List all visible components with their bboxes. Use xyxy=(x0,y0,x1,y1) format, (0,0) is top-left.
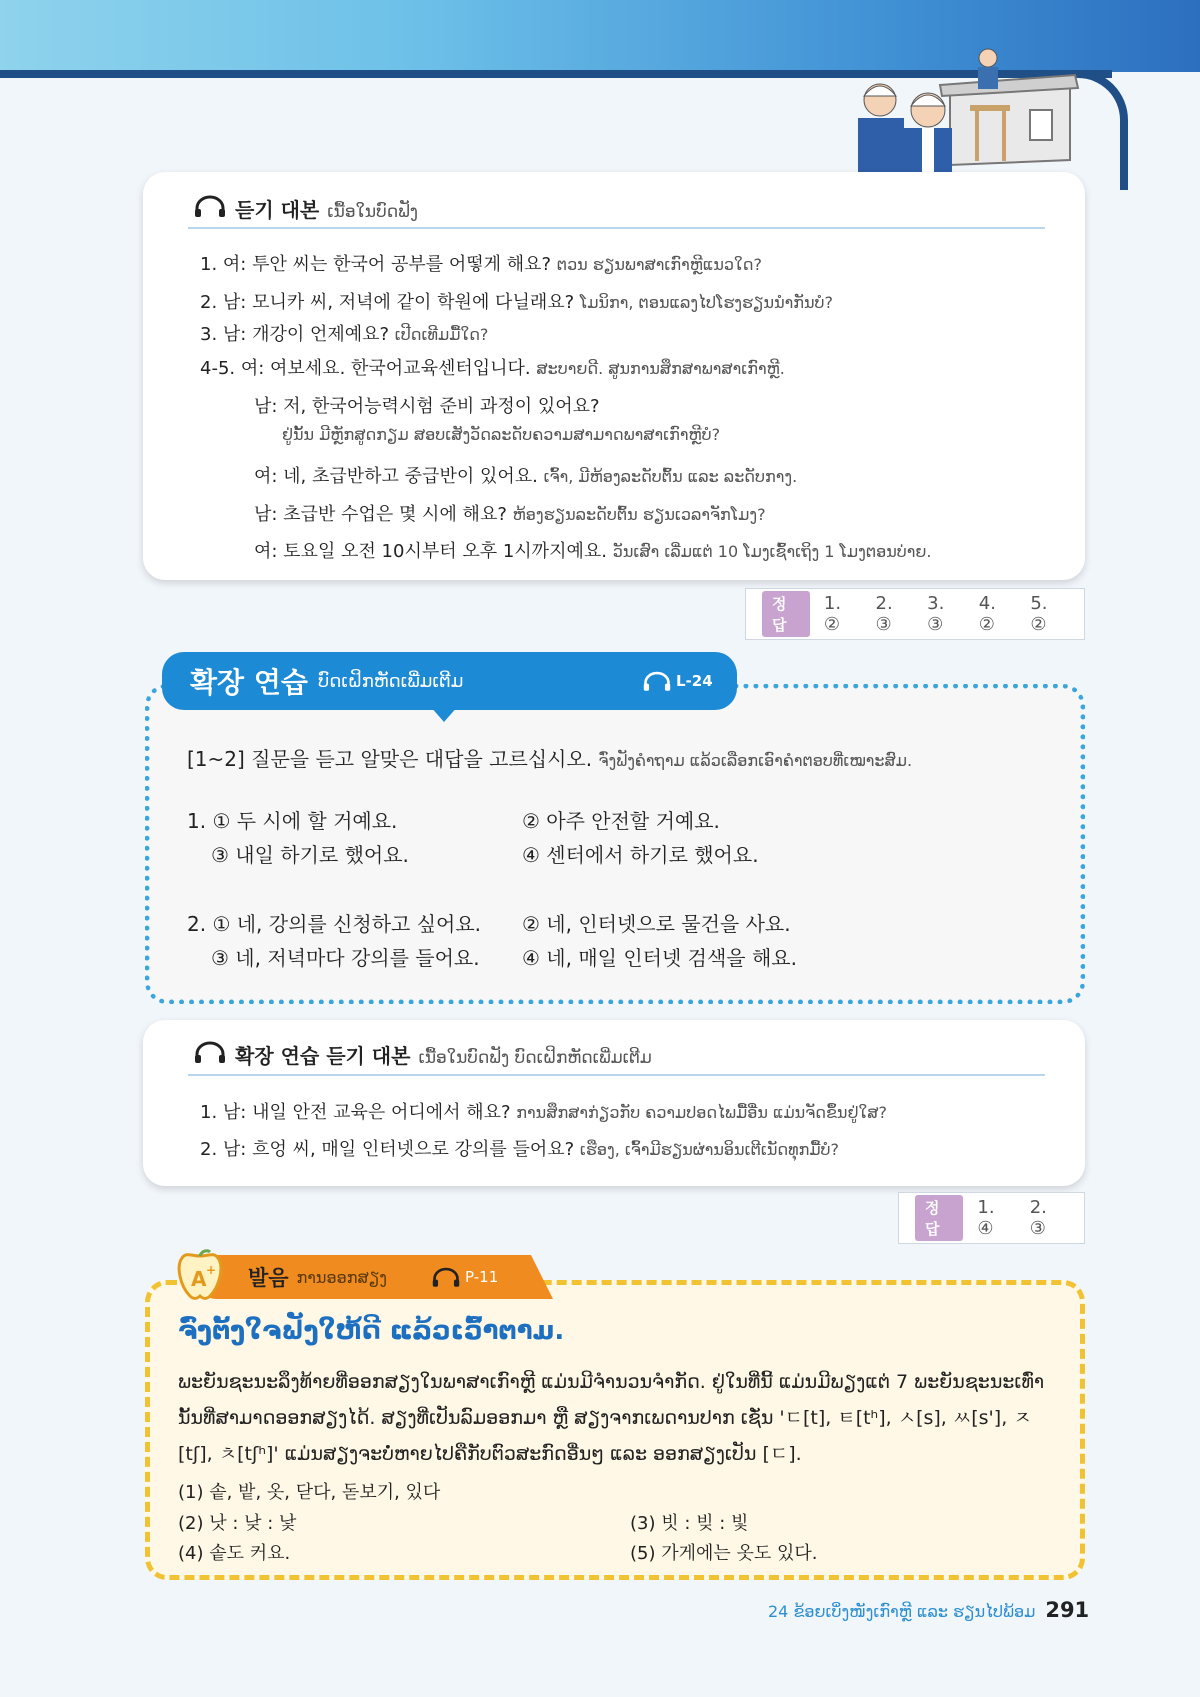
listening-script-title: 듣기 대본 xyxy=(235,198,320,222)
script1-line-7: 여: 네, 초급반하고 중급반이 있어요. ເຈົ້າ, ມີຫ້ອງລະດັບຕົ້ນ ແລະ ລະດັບກາງ. xyxy=(254,466,798,487)
workers-illustration xyxy=(840,30,1080,180)
answer-key-1 xyxy=(745,588,1085,640)
page-footer xyxy=(768,1598,1089,1622)
script2-line-2: 2. 남: 흐엉 씨, 매일 인터넷으로 강의를 들어요? ເຮືອງ, ເຈົ້າມີຮຽນຜ່ານອິນເຕີເນັດທຸກມື້ບໍ? xyxy=(200,1139,840,1160)
headphones-icon xyxy=(642,671,672,691)
answer-item: 1. ② xyxy=(823,593,842,635)
q2-option-3: ③ 네, 저녁마다 강의를 들어요. xyxy=(211,946,480,970)
pronunciation-item-2: (2) 낫 : 낮 : 낯 xyxy=(178,1513,297,1534)
headphones-icon xyxy=(193,1041,227,1063)
divider xyxy=(188,1074,1045,1076)
divider xyxy=(188,227,1045,229)
tab-tail xyxy=(531,1255,553,1299)
answer-tag: 정답 xyxy=(762,591,810,637)
script1-line-1: 1. 여: 투안 씨는 한국어 공부를 어떻게 해요? ຕວນ ຮຽນພາສາເກົາຫຼີແນວໃດ? xyxy=(200,254,762,275)
answer-item: 1. ④ xyxy=(977,1197,995,1239)
script1-line-6: ຢູ່ນັ້ນ ມີຫຼັກສູດກຽມ ສອບເສັງວັດລະດັບຄວາມສາມາດພາສາເກົາຫຼີບໍ? xyxy=(282,425,721,444)
audio-code: L-24 xyxy=(642,671,713,691)
answer-item: 2. ③ xyxy=(1029,1197,1047,1239)
answer-item: 2. ③ xyxy=(875,593,893,635)
pronunciation-heading: ຈົ່ງຕັ້ງໃຈຟັງໃຫ້ດີ ແລ້ວເວົ້າຕາມ. xyxy=(178,1316,565,1346)
chapter-title: 24 ຂ້ອຍເບິ່ງໜັງເກົາຫຼີ ແລະ ຮຽນໄປພ້ອມ xyxy=(768,1602,1036,1621)
pronunciation-item-1: (1) 솥, 밭, 옷, 닫다, 돋보기, 있다 xyxy=(178,1482,441,1503)
script1-line-2: 2. 남: 모니카 씨, 저녁에 같이 학원에 다닐래요? ໂມນິກາ, ຕອນແລງໄປໂຮງຮຽນນຳກັນບໍ? xyxy=(200,292,833,313)
extended-script-heading xyxy=(193,1040,652,1069)
answer-key-2 xyxy=(898,1192,1085,1244)
answer-item: 3. ③ xyxy=(927,593,945,635)
answer-item: 5. ② xyxy=(1030,593,1048,635)
pronunciation-tab xyxy=(198,1255,531,1299)
q2-option-1: 2. ① 네, 강의를 신청하고 싶어요. xyxy=(187,912,482,936)
listening-script-title-lao: ເນື້ອໃນບົດຟັງ xyxy=(327,202,418,222)
svg-text:A: A xyxy=(191,1267,207,1291)
pronunciation-item-3: (3) 빗 : 빚 : 빛 xyxy=(630,1513,749,1534)
extended-practice-title-lao: ບົດເຝິກຫັດເພີ່ມເຕີມ xyxy=(317,670,464,692)
tab-pointer xyxy=(430,706,458,722)
script1-line-5: 남: 저, 한국어능력시험 준비 과정이 있어요? xyxy=(254,396,600,417)
page-number: 291 xyxy=(1045,1598,1090,1622)
q1-option-2: ② 아주 안전할 거예요. xyxy=(522,809,720,833)
script1-line-3: 3. 남: 개강이 언제예요? ເປີດເທີມມື້ໃດ? xyxy=(200,324,489,345)
script2-line-1: 1. 남: 내일 안전 교육은 어디에서 해요? ການສຶກສາກ່ຽວກັບ ຄວາມປອດໄພມື້ອື່ນ ແມ່ນຈັດຂຶ້ນຢູ່ໃສ? xyxy=(200,1102,887,1123)
pronunciation-title: 발음 xyxy=(248,1266,289,1290)
extended-practice-tab xyxy=(162,652,737,710)
extended-script-title-lao: ເນື້ອໃນບົດຟັງ ບົດເຝິກຫັດເພີ່ມເຕີມ xyxy=(418,1048,652,1068)
answer-tag: 정답 xyxy=(915,1195,963,1241)
pronunciation-explanation: ພະຍັນຊະນະລຶງທ້າຍທີ່ອອກສຽງໃນພາສາເກົາຫຼີ ແມ່ນມີຈຳນວນຈຳກັດ. ຢູ່ໃນທີ່ນີ້ ແມ່ນມີພຽງແຕ່ 7 ພະຍັນຊະນະເທົ່ານັ້ນທີ່ສາມາດອອກສຽງໄດ້. ສຽງທີ່ເປັນລົມອອກມາ ຫຼື ສຽງຈາກເພດານປາກ ເຊັ່ນ 'ㄷ[t], ㅌ[tʰ], ㅅ[s], ㅆ[s'], ㅈ[tʃ], ㅊ[tʃʰ]' ແມ່ນສຽງຈະບໍ່ຫາຍໄປຄືກັບຕົວສະກົດອື່ນໆ ແລະ ອອກສຽງເປັນ [ㄷ]. xyxy=(178,1371,1045,1465)
apple-a-plus-icon xyxy=(172,1248,228,1304)
headphones-icon xyxy=(193,195,227,217)
extended-practice-title: 확장 연습 xyxy=(190,666,308,699)
headphones-icon xyxy=(431,1267,461,1287)
extended-script-title: 확장 연습 듣기 대본 xyxy=(235,1044,411,1068)
audio-code: P-11 xyxy=(431,1267,498,1287)
listening-script-heading xyxy=(193,194,418,223)
pronunciation-title-lao: ການອອກສຽງ xyxy=(296,1267,388,1287)
script1-line-9: 여: 토요일 오전 10시부터 오후 1시까지예요. ວັນເສົາ ເລີ່ມແຕ່ 10 ໂມງເຊົ້າເຖິງ 1 ໂມງຕອນບ່າຍ. xyxy=(254,541,932,562)
q2-option-4: ④ 네, 매일 인터넷 검색을 해요. xyxy=(522,946,797,970)
script1-line-8: 남: 초급반 수업은 몇 시에 해요? ຫ້ອງຮຽນລະດັບຕົ້ນ ຮຽນເວລາຈັກໂມງ? xyxy=(254,504,766,525)
svg-text:+: + xyxy=(206,1263,217,1277)
q1-option-1: 1. ① 두 시에 할 거예요. xyxy=(187,809,398,833)
q2-option-2: ② 네, 인터넷으로 물건을 사요. xyxy=(522,912,791,936)
script1-line-4: 4-5. 여: 여보세요. 한국어교육센터입니다. ສະບາຍດີ. ສູນການສຶກສາພາສາເກົາຫຼີ. xyxy=(200,358,785,379)
practice-instruction: [1~2] 질문을 듣고 알맞은 대답을 고르십시오. ຈົ່ງຟັງຄຳຖາມ ແລ້ວເລືອກເອົາຄຳຕອບທີ່ເໝາະສົມ. xyxy=(187,747,913,771)
q1-option-3: ③ 내일 하기로 했어요. xyxy=(211,843,409,867)
pronunciation-item-5: (5) 가게에는 옷도 있다. xyxy=(630,1543,818,1564)
pronunciation-item-4: (4) 솥도 커요. xyxy=(178,1543,291,1564)
q1-option-4: ④ 센터에서 하기로 했어요. xyxy=(522,843,759,867)
answer-item: 4. ② xyxy=(978,593,996,635)
